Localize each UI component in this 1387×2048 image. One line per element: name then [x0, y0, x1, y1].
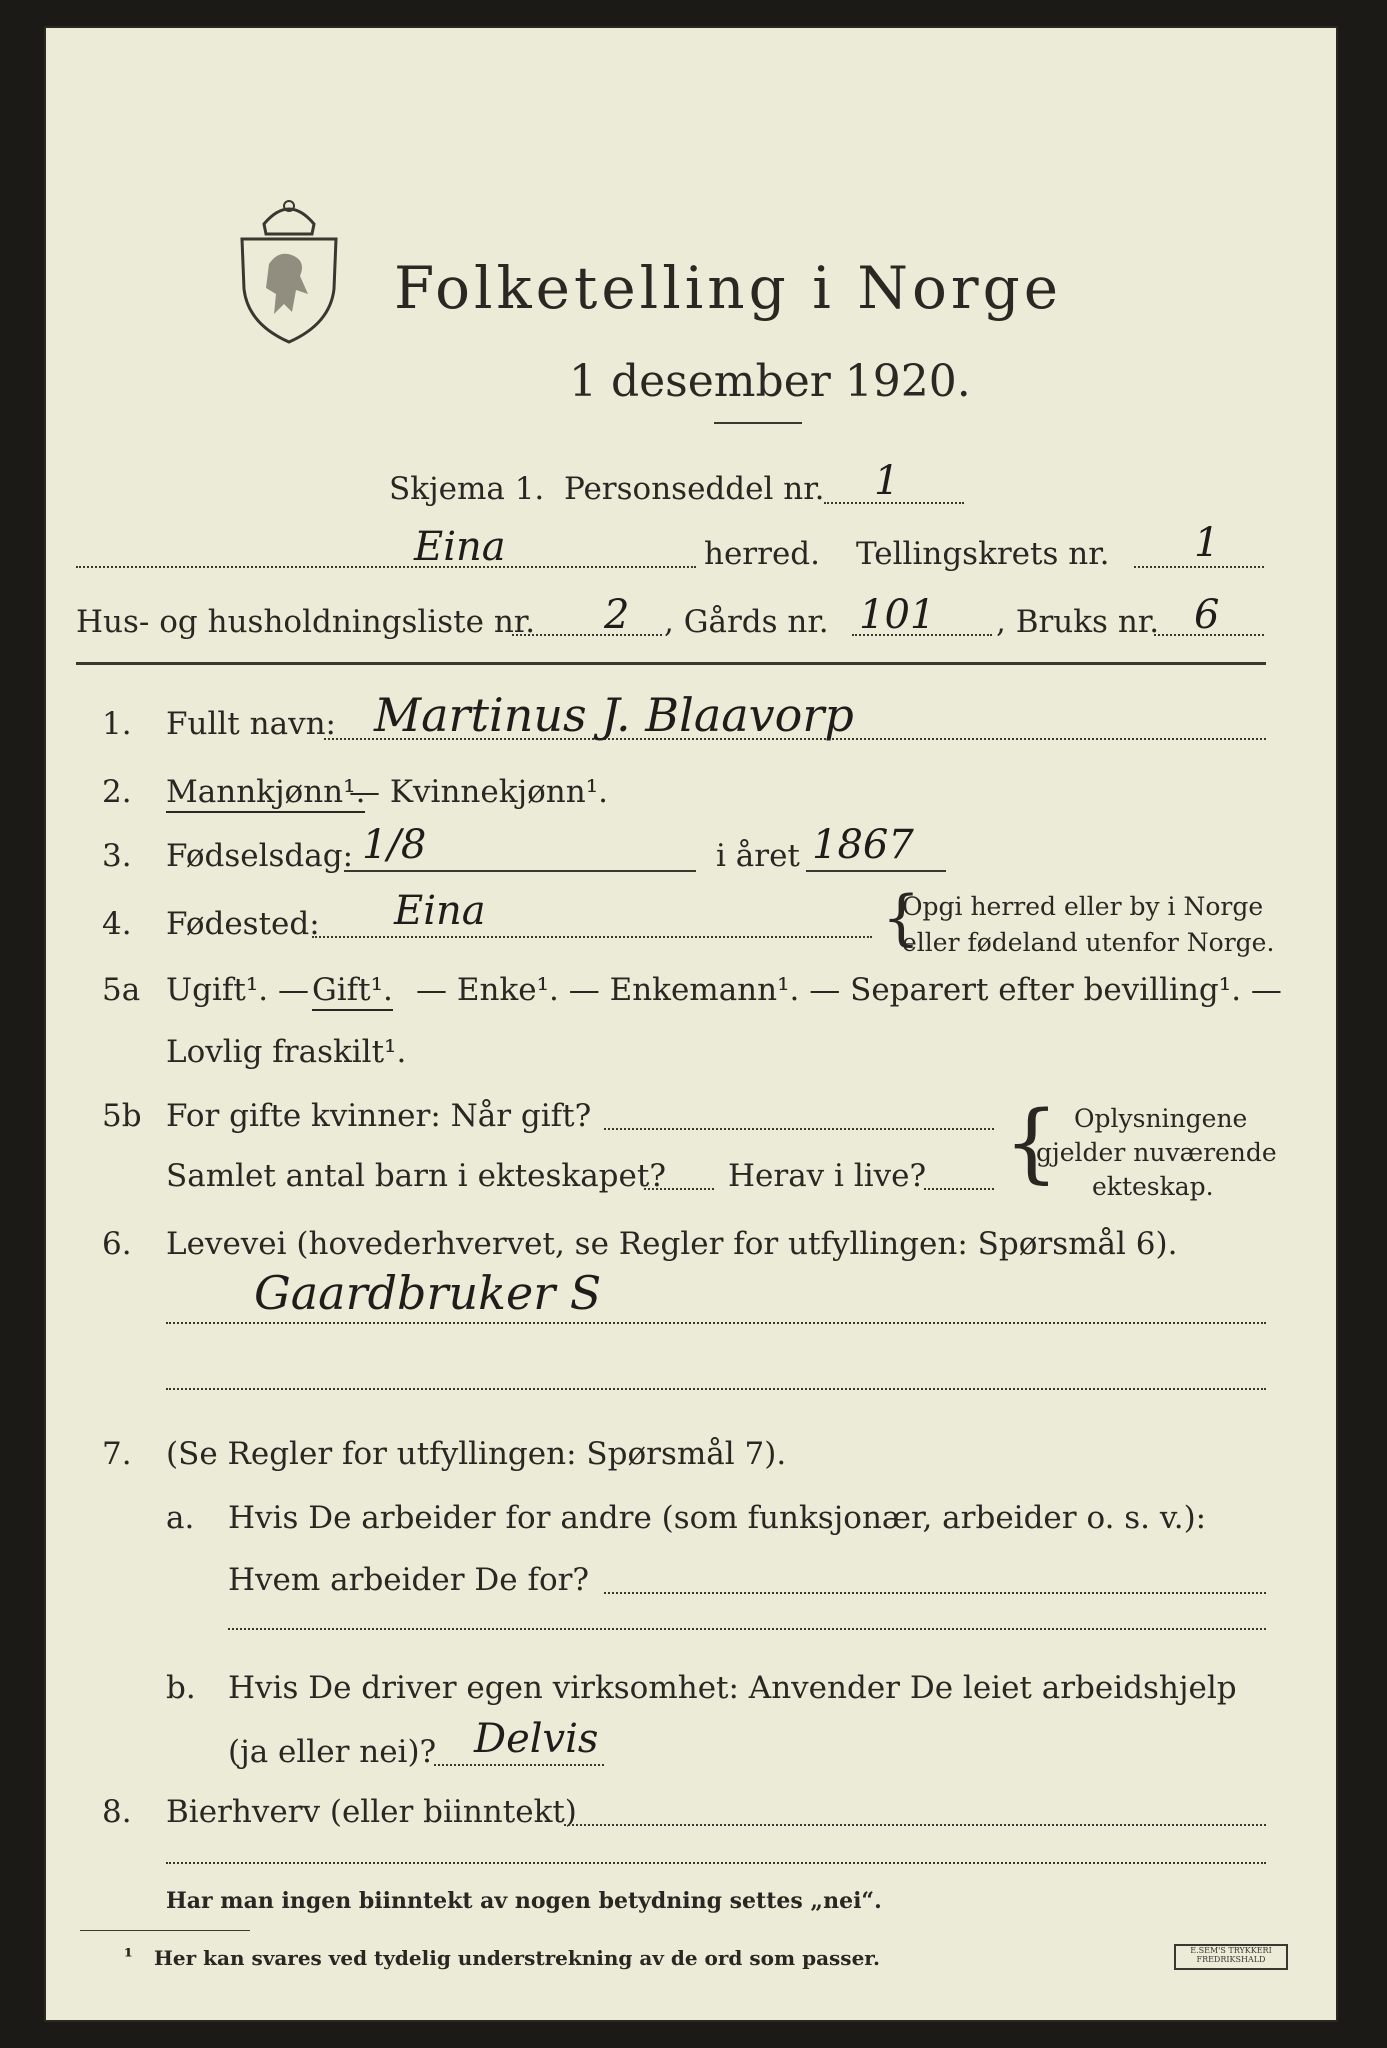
census-date: 1 desember 1920.	[569, 356, 971, 407]
q7a-question: Hvis De arbeider for andre (som funksjonær, arbeider o. s. v.):	[228, 1500, 1207, 1536]
form-title: Folketelling i Norge	[394, 254, 1063, 322]
q7b-letter: b.	[166, 1670, 196, 1706]
q5b-children-living: Herav i live?	[728, 1158, 927, 1194]
q4-label: Fødested:	[166, 906, 320, 942]
q8-number: 8.	[102, 1794, 132, 1830]
sex-male-underlined: Mannkjønn¹.	[166, 774, 365, 813]
q6-label: Levevei (hovederhvervet, se Regler for utfyllingen: Spørsmål 6).	[166, 1226, 1178, 1262]
printer-stamp: E.SEM'S TRYKKERI FREDRIKSHALD	[1174, 1944, 1288, 1970]
coat-of-arms-icon	[234, 194, 344, 344]
birthplace-note-1: Opgi herred eller by i Norge	[902, 892, 1264, 921]
q5b-married-when: For gifte kvinner: Når gift?	[166, 1098, 592, 1134]
q4-number: 4.	[102, 906, 132, 942]
q5b-note-1: Oplysningene	[1074, 1104, 1248, 1133]
marital-married-underlined: Gift¹.	[312, 972, 393, 1011]
q3-number: 3.	[102, 838, 132, 874]
full-name-value: Martinus J. Blaavorp	[374, 688, 854, 742]
q7b-yes-no-label: (ja eller nei)?	[228, 1734, 437, 1770]
schema-label: Skjema 1.	[389, 471, 545, 507]
sex-female-option: — Kvinnekjønn¹.	[349, 774, 608, 810]
occupation-value: Gaardbruker S	[254, 1266, 602, 1320]
year-label: i året	[716, 838, 800, 874]
bruks-value: 6	[1194, 592, 1220, 638]
marital-other-options: — Enke¹. — Enkemann¹. — Separert efter bevilling¹. —	[416, 972, 1282, 1008]
birthplace-note-2: eller fødeland utenfor Norge.	[902, 928, 1275, 957]
q7a-employer-label: Hvem arbeider De for?	[228, 1562, 590, 1598]
footnote-text: Her kan svares ved tydelig understrekning av de ord som passer.	[154, 1946, 880, 1970]
birthplace-value: Eina	[394, 888, 486, 934]
census-form: Folketelling i Norge 1 desember 1920. Skjema 1. Personseddel nr. 1 Eina herred. Tellingskrets nr. 1 Hus- og husholdningsliste nr. 2 , Gårds nr. 101 , Bruks nr. 6 1. Fullt navn: Martinus J. Blaavorp 2. Mannkjønn¹. — Kvinnekjønn¹. 3. Fødselsdag: 1/8 i året 1867 4. Fødested: Eina { Opgi herred eller by i Norge eller fødeland utenfor Norge. 5a Ugift¹. — Gift¹. — Enke¹. — Enkemann¹. — Separert efter bevilling¹. — Lovlig fraskilt¹. 5b For gifte kvinner: Når gift? Samlet antal barn i ekteskapet? Herav i live? { Oplysningene gjelder nuværende ekteskap. 6. Levevei (hovederhvervet, se Regler for utfyllingen: Spørsmål 6). Gaardbruker S 7. (Se Regler for utfyllingen: Spørsmål 7). a. Hvis De arbeider for andre (som funksjonær, arbeider o. s. v.): Hvem arbeider De for? b. Hvis De driver egen virksomhet: Anvender De leiet arbeidshjelp (ja eller nei)? Delvis 8. Bierhverv (eller biinntekt) Har man ingen biinntekt av nogen betydning settes „nei“. ¹ Her kan svares ved tydelig understrekning av de ord som passer. E.SEM'S TRYKKERI FREDRIKSHALD	[44, 26, 1338, 2022]
herred-value: Eina	[414, 524, 506, 570]
birthday-value: 1/8	[362, 822, 427, 868]
gards-value: 101	[859, 592, 936, 638]
birth-year-value: 1867	[812, 822, 914, 868]
q6-number: 6.	[102, 1226, 132, 1262]
personseddel-label: Personseddel nr.	[564, 471, 825, 507]
personseddel-value: 1	[874, 458, 900, 504]
q1-number: 1.	[102, 706, 132, 742]
herred-label: herred.	[704, 536, 820, 572]
q5b-note-2: gjelder nuværende	[1036, 1138, 1277, 1167]
bruks-label: , Bruks nr.	[996, 604, 1160, 640]
tellingskrets-value: 1	[1194, 520, 1220, 566]
q3-label: Fødselsdag:	[166, 838, 354, 874]
q7-label: (Se Regler for utfyllingen: Spørsmål 7).	[166, 1436, 787, 1472]
marital-divorced: Lovlig fraskilt¹.	[166, 1034, 407, 1070]
q7a-letter: a.	[166, 1500, 195, 1536]
hired-help-value: Delvis	[474, 1716, 599, 1762]
footnote-mark: ¹	[124, 1944, 133, 1968]
q5b-children-total: Samlet antal barn i ekteskapet?	[166, 1158, 666, 1194]
liste-value: 2	[604, 592, 630, 638]
biinntekt-note: Har man ingen biinntekt av nogen betydning settes „nei“.	[166, 1888, 882, 1914]
marital-unmarried: Ugift¹. —	[166, 972, 309, 1008]
q5b-note-3: ekteskap.	[1092, 1172, 1214, 1201]
gards-label: , Gårds nr.	[664, 604, 829, 640]
liste-label: Hus- og husholdningsliste nr.	[76, 604, 536, 640]
q7-number: 7.	[102, 1436, 132, 1472]
q5a-number: 5a	[102, 972, 141, 1008]
q2-number: 2.	[102, 774, 132, 810]
q7b-question: Hvis De driver egen virksomhet: Anvender De leiet arbeidshjelp	[228, 1670, 1237, 1706]
q1-label: Fullt navn:	[166, 706, 336, 742]
q8-label: Bierhverv (eller biinntekt)	[166, 1794, 577, 1830]
tellingskrets-label: Tellingskrets nr.	[856, 536, 1110, 572]
q5b-number: 5b	[102, 1098, 142, 1134]
